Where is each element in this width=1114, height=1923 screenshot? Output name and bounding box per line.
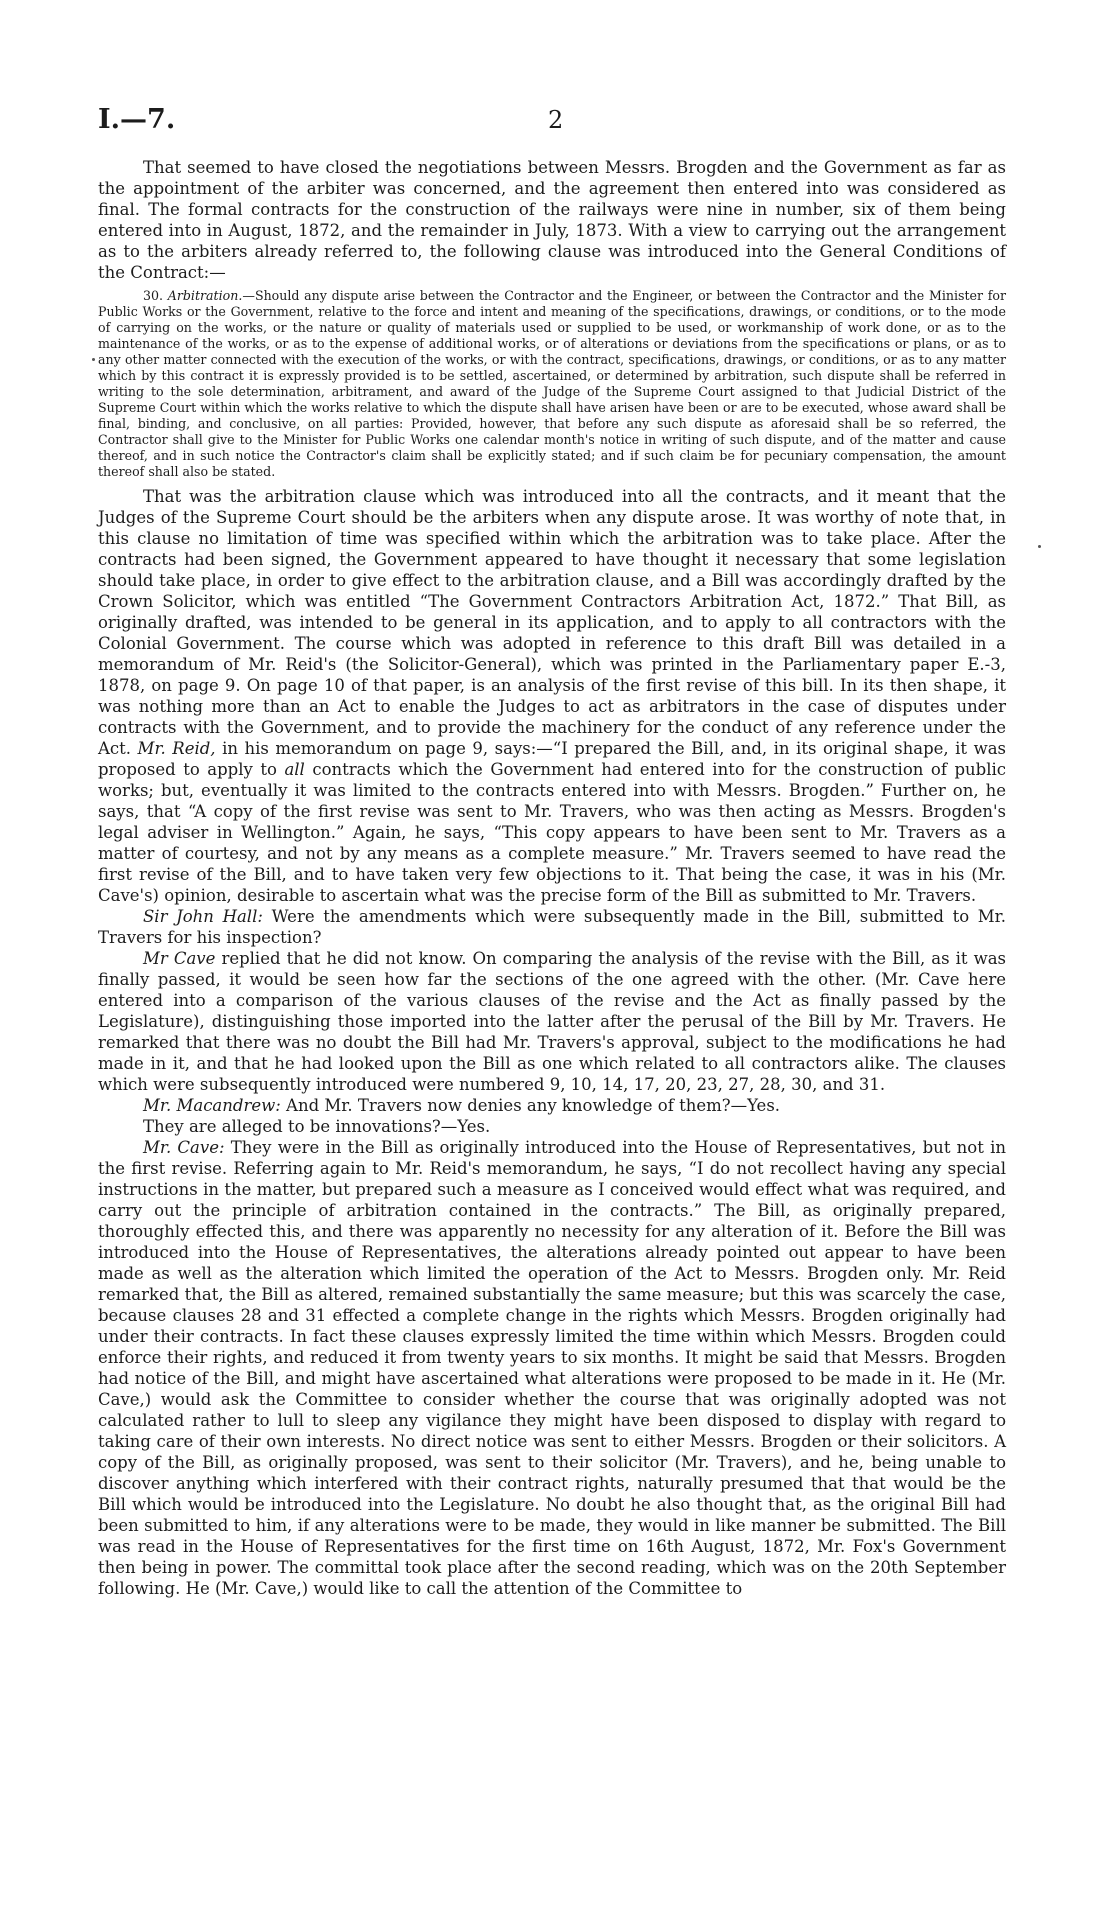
document-reference: I.—7. xyxy=(98,104,176,135)
margin-speck xyxy=(1038,545,1041,548)
paragraph-text: in his memorandum on page 9, says:—“I prepared the Bill, and, in its original shape, it was proposed to apply to xyxy=(98,739,1007,779)
clause-text: —Should any dispute arise between the Contractor and the Engineer, or between the Contractor and the Minister for Public Works or the Government, relative to the force and intent and meaning of the specifications, drawings, or conditions, or to the mode of carrying on the works, or the nature or quality of materials used or supplied to be used, or workmanship of work done, or as to the maintenance of the works, or as to the expense of additional works, or of alterations or deviations from the specifications or plans, or as to any other matter connected with the execution of the works, or with the contract, specifications, drawings, or conditions, or as to any matter which by this contract it is expressly provided is to be settled, ascertained, or determined by arbitration, such dispute shall be referred in writing to the sole determination, arbitrament, and award of the Judge of the Supreme Court assigned to that Judicial District of the Supreme Court within which the works relative to which the dispute shall have arisen have been or are to be executed, whose award shall be final, binding, and conclusive, on all parties: Provided, however, that before any such dispute as aforesaid shall be so referred, the Contractor shall give to the Minister for Public Works one calendar month's notice in writing of such dispute, and of the matter and cause thereof, and in such notice the Contractor's claim shall be explicitly stated; and if such claim be for pecuniary compensation, the amount thereof shall also be stated. xyxy=(98,288,1006,479)
speaker-name: Mr Cave xyxy=(143,949,216,968)
clause-number: 30. xyxy=(143,288,168,303)
speaker-name: Mr. Cave: xyxy=(143,1138,225,1157)
speaker-name: Sir John Hall: xyxy=(143,907,263,926)
emphasis-text: all xyxy=(284,760,305,779)
paragraph-text: They were in the Bill as originally introduced into the House of Representatives, but not in the first revise. Referring again to Mr. Reid's memorandum, he says, “I do not recollect having any special instructions in the matter, but prepared such a measure as I conceived would effect what was required, and carry out the principle of arbitration contained in the contracts.” The Bill, as originally prepared, thoroughly effected this, and there was apparently no necessity for any alteration of it. Before the Bill was introduced into the House of Representatives, the alterations already pointed out appear to have been made as well as the alteration which limited the operation of the Act to Messrs. Brogden only. Mr. Reid remarked that, the Bill as altered, remained substantially the same measure; but this was scarcely the case, because clauses 28 and 31 effected a complete change in the rights which Messrs. Brogden originally had under their contracts. In fact these clauses expressly limited the time within which Messrs. Brogden could enforce their rights, and reduced it from twenty years to six months. It might be said that Messrs. Brogden had notice of the Bill, and might have ascertained what alterations were proposed to be made in it. He (Mr. Cave,) would ask the Committee to consider whether the course that was originally adopted was not calculated rather to lull to sleep any vigilance they might have been disposed to display with regard to taking care of their own interests. No direct notice was sent to either Messrs. Brogden or their solicitors. A copy of the Bill, as originally proposed, was sent to their solicitor (Mr. Travers), and he, being unable to discover anything which interfered with their contract rights, naturally presumed that that would be the Bill which would be introduced into the Legislature. No doubt he also thought that, as the original Bill had been submitted to him, if any alterations were to be made, they would in like manner be submitted. The Bill was read in the House of Representatives for the first time on 16th August, 1872, Mr. Fox's Government then being in power. The committal took place after the second reading, which was on the 20th September following. He (Mr. Cave,) would like to call the attention of the Committee to xyxy=(98,1138,1006,1598)
paragraph-mr-cave-reply xyxy=(98,948,1006,1095)
paragraph-text: contracts which the Government had entered into for the construction of public works; but, eventually it was limited to the contracts entered into with Messrs. Brogden.” Further on, he says, that “A copy of the first revise was sent to Mr. Travers, who was then acting as Messrs. Brogden's legal adviser in Wellington.” Again, he says, “This copy appears to have been sent to Mr. Travers as a matter of courtesy, and not by any means as a complete measure.” Mr. Travers seemed to have read the first revise of the Bill, and to have taken very few objections to it. That being the case, it was in his (Mr. Cave's) opinion, desirable to ascertain what was the precise form of the Bill as submitted to Mr. Travers. xyxy=(98,760,1007,905)
paragraph-innovations xyxy=(98,1116,1006,1137)
paragraph-arbitration-clause xyxy=(98,486,1006,906)
paragraph-mr-macandrew xyxy=(98,1095,1006,1116)
page-body xyxy=(98,157,1006,1599)
arbitration-clause-quote xyxy=(98,288,1006,480)
margin-speck xyxy=(92,358,95,361)
speaker-name: Mr. Macandrew: xyxy=(143,1096,281,1115)
paragraph-text: They are alleged to be innovations?—Yes. xyxy=(143,1117,491,1136)
paragraph-text: Were the amendments which were subsequently made in the Bill, submitted to Mr. Travers for his inspection? xyxy=(98,907,1007,947)
clause-title: Arbitration. xyxy=(167,288,243,303)
paragraph-text: replied that he did not know. On comparing the analysis of the revise with the Bill, as it was finally passed, it would be seen how far the sections of the one agreed with the other. (Mr. Cave here entered into a comparison of the various clauses of the revise and the Act as finally passed by the Legislature), distinguishing those imported into the latter after the perusal of the Bill by Mr. Travers. He remarked that there was no doubt the Bill had Mr. Travers's approval, subject to the modifications he had made in it, and that he had looked upon the Bill as one which related to all contractors alike. The clauses which were subsequently introduced were numbered 9, 10, 14, 17, 20, 23, 27, 28, 30, and 31. xyxy=(98,949,1007,1094)
paragraph-negotiations xyxy=(98,157,1006,283)
page-header xyxy=(98,104,1018,144)
paragraph-text: That seemed to have closed the negotiations between Messrs. Brogden and the Government as far as the appointment of the arbiter was concerned, and the agreement then entered into was considered as final. The formal contracts for the construction of the railways were nine in number, six of them being entered into in August, 1872, and the remainder in July, 1873. With a view to carrying out the arrangement as to the arbiters already referred to, the following clause was introduced into the General Conditions of the Contract:— xyxy=(98,158,1006,282)
page-number: 2 xyxy=(548,106,564,134)
speaker-name: Mr. Reid, xyxy=(137,739,216,758)
paragraph-text: And Mr. Travers now denies any knowledge of them?—Yes. xyxy=(280,1096,781,1115)
paragraph-sir-john-hall xyxy=(98,906,1006,948)
paragraph-mr-cave-statement xyxy=(98,1137,1006,1599)
paragraph-text: That was the arbitration clause which was introduced into all the contracts, and it meant that the Judges of the Supreme Court should be the arbiters when any dispute arose. It was worthy of note that, in this clause no limitation of time was specified within which the arbitration was to take place. After the contracts had been signed, the Government appeared to have thought it necessary that some legislation should take place, in order to give effect to the arbitration clause, and a Bill was accordingly drafted by the Crown Solicitor, which was entitled “The Government Contractors Arbitration Act, 1872.” That Bill, as originally drafted, was intended to be general in its application, and to apply to all contractors with the Colonial Government. The course which was adopted in reference to this draft Bill was detailed in a memorandum of Mr. Reid's (the Solicitor-General), which was printed in the Parliamentary paper E.-3, 1878, on page 9. On page 10 of that paper, is an analysis of the first revise of this bill. In its then shape, it was nothing more than an Act to enable the Judges to act as arbitrators in the case of disputes under contracts with the Government, and to provide the machinery for the conduct of any reference under the Act. xyxy=(98,487,1006,758)
